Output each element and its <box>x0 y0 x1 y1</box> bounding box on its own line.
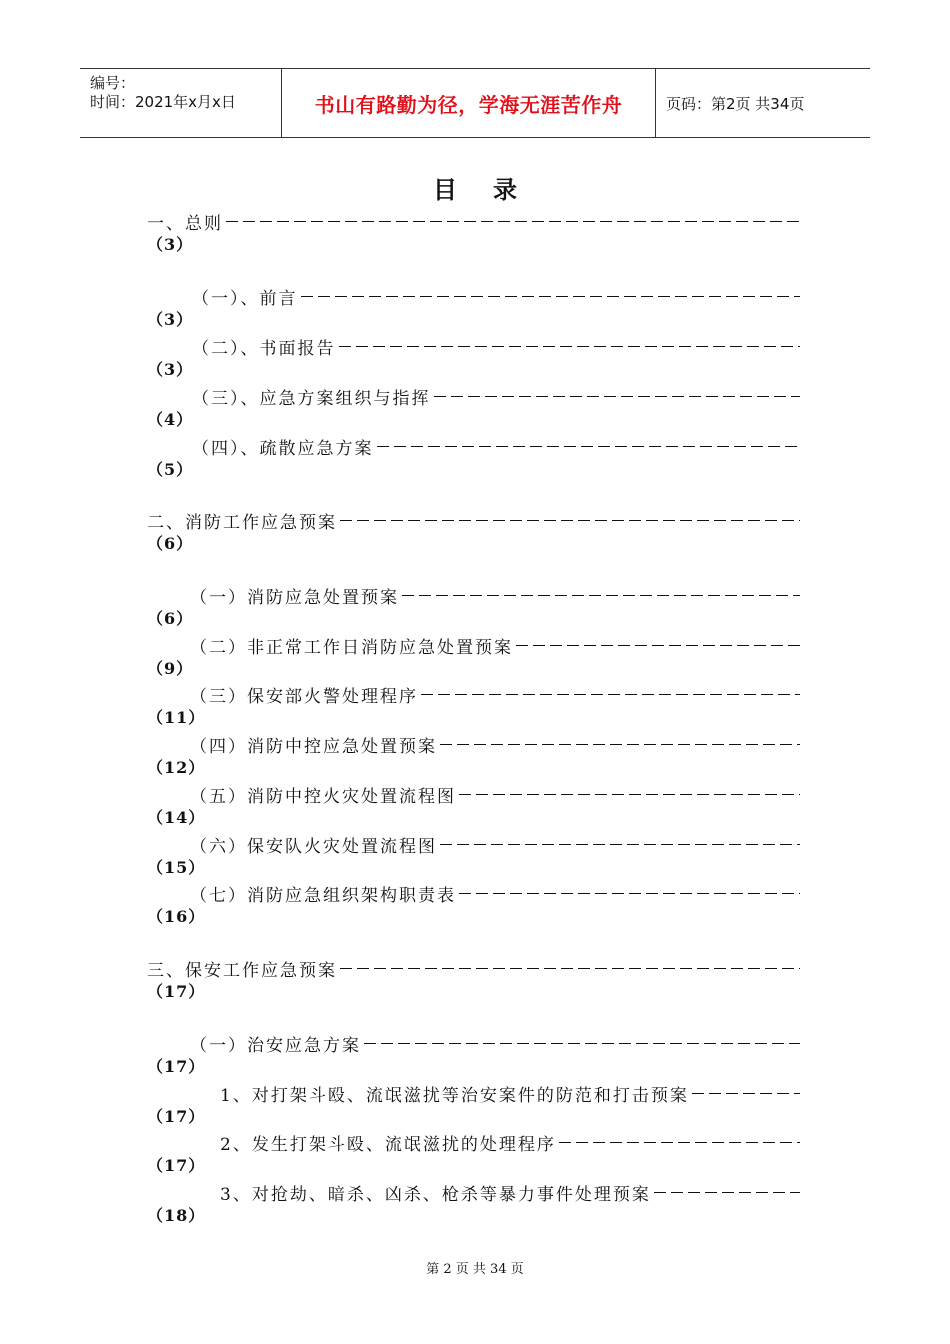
toc-leader <box>559 1142 800 1143</box>
document-number-label: 编号： <box>90 74 136 92</box>
toc-leader <box>340 520 800 521</box>
toc-entry-page: （3） <box>147 235 194 254</box>
document-time-label: 时间：2021年x月x日 <box>90 93 236 111</box>
toc-entry[interactable] <box>0 507 950 557</box>
toc-entry-page: （17） <box>147 982 206 1001</box>
toc-entry[interactable] <box>0 433 950 483</box>
toc-entry-page: （9） <box>147 659 194 678</box>
toc-leader <box>692 1093 800 1094</box>
toc-entry-label: （五）消防中控火灾处置流程图 <box>190 786 456 807</box>
toc-entry[interactable] <box>0 781 950 831</box>
toc-entry[interactable] <box>0 681 950 731</box>
toc-entry-label: 1、对打架斗殴、流氓滋扰等治安案件的防范和打击预案 <box>220 1085 689 1106</box>
toc-entry-label: （四）消防中控应急处置预案 <box>190 736 437 757</box>
page-footer: 第 2 页 共 34 页 <box>426 1262 524 1277</box>
toc-entry[interactable] <box>0 383 950 433</box>
toc-leader <box>421 694 800 695</box>
toc-entry-page: （18） <box>147 1206 206 1225</box>
toc-entry[interactable] <box>0 283 950 333</box>
toc-leader <box>402 595 800 596</box>
toc-entry-label: （一）治安应急方案 <box>190 1035 361 1056</box>
toc-leader <box>364 1043 800 1044</box>
toc-entry[interactable] <box>0 731 950 781</box>
header-page-info: 页码：第2页 共34页 <box>666 94 805 113</box>
toc-entry-label: （六）保安队火灾处置流程图 <box>190 836 437 857</box>
toc-entry-label: （三）、应急方案组织与指挥 <box>192 388 431 409</box>
toc-leader <box>434 396 801 397</box>
toc-entry-page: （17） <box>147 1156 206 1175</box>
toc-entry-page: （3） <box>147 310 194 329</box>
toc-entry-label: 三、保安工作应急预案 <box>147 960 337 981</box>
toc-leader <box>339 346 801 347</box>
toc-entry[interactable] <box>0 1030 950 1080</box>
toc-entry-label: （二）、书面报告 <box>192 338 336 359</box>
toc-leader <box>516 645 800 646</box>
toc-entry-label: （三）保安部火警处理程序 <box>190 686 418 707</box>
toc-entry-page: （15） <box>147 858 206 877</box>
toc-entry-label: （一）、前言 <box>192 288 298 309</box>
toc-leader <box>440 744 800 745</box>
toc-entry-label: （四）、疏散应急方案 <box>192 438 374 459</box>
toc-leader <box>654 1192 800 1193</box>
toc-entry-label: （二）非正常工作日消防应急处置预案 <box>190 637 513 658</box>
toc-entry-label: 二、消防工作应急预案 <box>147 512 337 533</box>
toc-entry[interactable] <box>0 1179 950 1229</box>
toc-entry-label: （七）消防应急组织架构职责表 <box>190 885 456 906</box>
page-title: 目录 <box>433 176 553 204</box>
toc-entry-page: （11） <box>147 708 206 727</box>
toc-entry[interactable] <box>0 831 950 881</box>
toc-entry-page: （5） <box>147 460 194 479</box>
toc-entry[interactable] <box>0 208 950 258</box>
toc-entry-page: （17） <box>147 1057 206 1076</box>
toc-entry[interactable] <box>0 1080 950 1130</box>
toc-entry-label: （一）消防应急处置预案 <box>190 587 399 608</box>
toc-entry-label: 一、总则 <box>147 213 223 234</box>
toc-entry[interactable] <box>0 333 950 383</box>
toc-entry-page: （6） <box>147 534 194 553</box>
toc-leader <box>301 296 801 297</box>
toc-entry-page: （3） <box>147 360 194 379</box>
toc-leader <box>377 446 801 447</box>
toc-entry-label: 2、发生打架斗殴、流氓滋扰的处理程序 <box>220 1134 556 1155</box>
toc-leader <box>440 844 800 845</box>
toc-leader <box>459 893 800 894</box>
toc-entry[interactable] <box>0 955 950 1005</box>
toc-entry[interactable] <box>0 1129 950 1179</box>
toc-entry[interactable] <box>0 582 950 632</box>
header-slogan: 书山有路勤为径，学海无涯苦作舟 <box>314 92 623 117</box>
toc-leader <box>459 794 800 795</box>
toc-entry-page: （12） <box>147 758 206 777</box>
toc-entry[interactable] <box>0 632 950 682</box>
toc-leader <box>340 968 800 969</box>
toc-entry-page: （17） <box>147 1107 206 1126</box>
toc-entry[interactable] <box>0 880 950 930</box>
toc-leader <box>226 221 800 222</box>
toc-entry-page: （14） <box>147 808 206 827</box>
toc-entry-page: （16） <box>147 907 206 926</box>
toc-entry-label: 3、对抢劫、暗杀、凶杀、枪杀等暴力事件处理预案 <box>220 1184 651 1205</box>
toc-entry-page: （4） <box>147 410 194 429</box>
toc-entry-page: （6） <box>147 609 194 628</box>
